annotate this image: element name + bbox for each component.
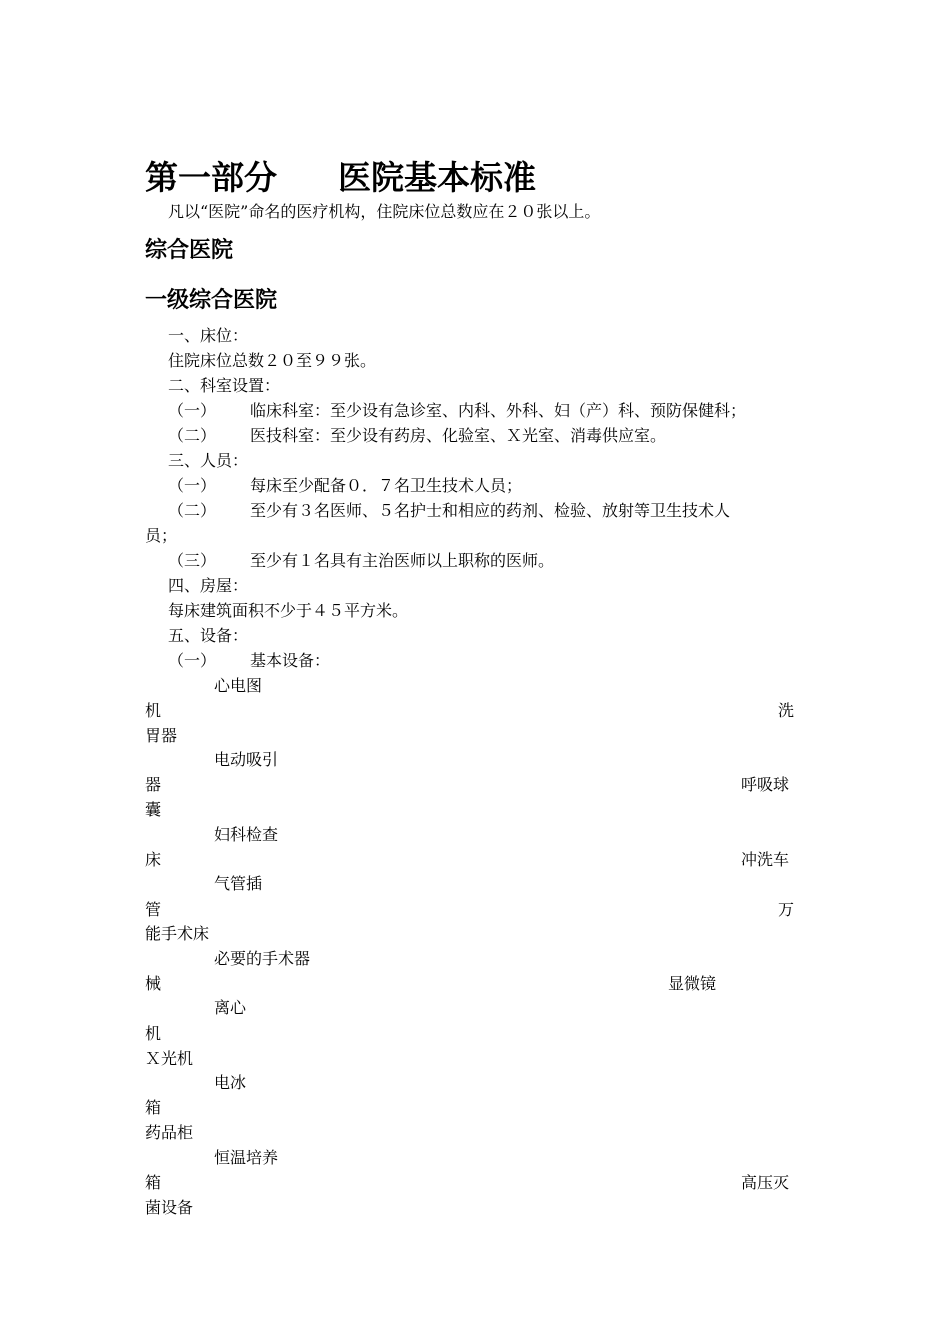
equipment-item: 器: [145, 775, 162, 794]
equipment-item: 囊: [145, 800, 162, 819]
equipment-item: 洗: [778, 701, 795, 720]
intro-paragraph: 凡以“医院”命名的医疗机构，住院床位总数应在２０张以上。: [168, 202, 601, 221]
section-heading: 综合医院: [145, 238, 234, 263]
staff-item-text: 至少有３名医师、５名护士和相应的药剂、检验、放射等卫生技术人: [250, 501, 731, 520]
beds-heading: 一、床位：: [168, 326, 249, 345]
equipment-item: 机: [145, 701, 162, 720]
equipment-item: 箱: [145, 1173, 162, 1192]
building-heading: 四、房屋：: [168, 576, 249, 595]
equipment-basic-label: 基本设备：: [250, 651, 331, 670]
staff-item-num: （二）: [168, 501, 217, 520]
equipment-item: Ｘ光机: [145, 1049, 194, 1068]
equipment-item: 显微镜: [668, 974, 717, 993]
equipment-item: 机: [145, 1024, 162, 1043]
department-item-text: 临床科室：至少设有急诊室、内科、外科、妇（产）科、预防保健科；: [250, 401, 747, 420]
beds-text: 住院床位总数２０至９９张。: [168, 351, 377, 370]
staff-item-num: （三）: [168, 551, 217, 570]
equipment-item: 能手术床: [145, 924, 210, 943]
staff-item-text: 每床至少配备０．７名卫生技术人员；: [250, 476, 523, 495]
equipment-heading: 五、设备：: [168, 626, 249, 645]
subsection-heading: 一级综合医院: [145, 288, 278, 313]
building-text: 每床建筑面积不少于４５平方米。: [168, 601, 409, 620]
equipment-item: 冲洗车: [741, 850, 790, 869]
staff-item-num: （一）: [168, 476, 217, 495]
equipment-item: 心电图: [214, 676, 263, 695]
equipment-item: 妇科检查: [214, 825, 279, 844]
department-item-num: （一）: [168, 401, 217, 420]
page-title-part: 第一部分: [145, 158, 277, 197]
department-item-num: （二）: [168, 426, 217, 445]
departments-heading: 二、科室设置：: [168, 376, 281, 395]
equipment-item: 箱: [145, 1098, 162, 1117]
equipment-item: 电动吸引: [214, 750, 279, 769]
equipment-item: 万: [778, 900, 795, 919]
equipment-item: 呼吸球: [741, 775, 790, 794]
equipment-item: 管: [145, 900, 162, 919]
equipment-item: 床: [145, 850, 162, 869]
equipment-item: 胃器: [145, 726, 178, 745]
equipment-item: 恒温培养: [214, 1148, 279, 1167]
equipment-item: 械: [145, 974, 162, 993]
equipment-basic-num: （一）: [168, 651, 217, 670]
staff-item-text: 至少有１名具有主治医师以上职称的医师。: [250, 551, 555, 570]
page-title: 医院基本标准: [338, 158, 536, 197]
staff-item-text-continued: 员；: [145, 526, 178, 545]
equipment-item: 高压灭: [741, 1173, 790, 1192]
equipment-item: 必要的手术器: [214, 949, 311, 968]
equipment-item: 气管插: [214, 874, 263, 893]
equipment-item: 菌设备: [145, 1198, 194, 1217]
equipment-item: 离心: [214, 998, 247, 1017]
equipment-item: 药品柜: [145, 1123, 194, 1142]
department-item-text: 医技科室：至少设有药房、化验室、Ｘ光室、消毒供应室。: [250, 426, 667, 445]
staff-heading: 三、人员：: [168, 451, 249, 470]
equipment-item: 电冰: [214, 1073, 247, 1092]
